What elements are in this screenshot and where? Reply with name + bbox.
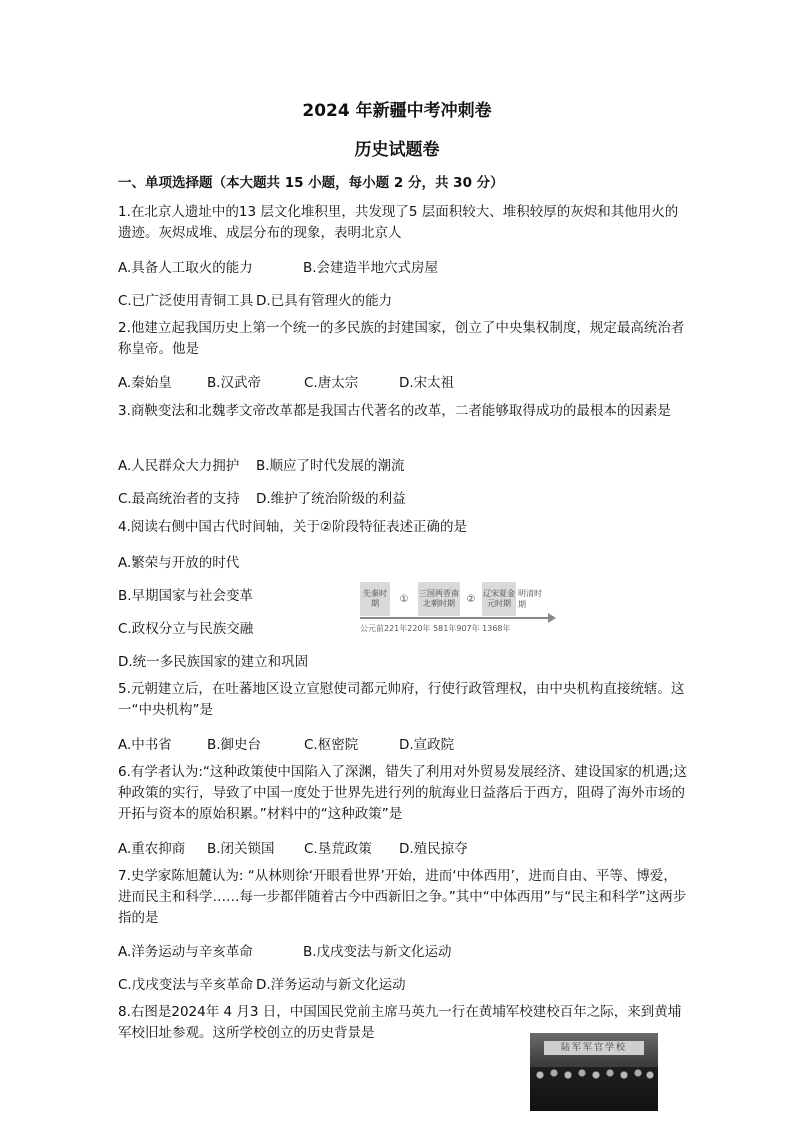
q4-option-d[interactable]: D.统一多民族国家的建立和巩固 xyxy=(118,654,309,670)
q5-option-d[interactable]: D.宣政院 xyxy=(399,737,455,753)
q4-option-c[interactable]: C.政权分立与民族交融 xyxy=(118,621,254,637)
q6-option-b[interactable]: B.闭关锁国 xyxy=(207,841,275,857)
q3-option-b[interactable]: B.顺应了时代发展的潮流 xyxy=(256,458,405,474)
question-5-stem: 5.元朝建立后，在吐蕃地区设立宣慰使司都元帅府，行使行政管理权，由中央机构直接统辖。这一“中央机构”是 xyxy=(118,681,685,718)
q6-option-c[interactable]: C.垦荒政策 xyxy=(304,841,372,857)
question-2-stem: 2.他建立起我国历史上第一个统一的多民族的封建国家，创立了中央集权制度，规定最高统治者称皇帝。他是 xyxy=(118,320,685,357)
question-3-stem: 3.商鞅变法和北魏孝文帝改革都是我国古代著名的改革，二者能够取得成功的最根本的因素是 xyxy=(118,403,671,419)
q2-option-b[interactable]: B.汉武帝 xyxy=(207,375,262,391)
q7-option-c[interactable]: C.戊戌变法与辛亥革命 xyxy=(118,977,254,993)
huangpu-academy-photo xyxy=(530,1033,658,1111)
q1-option-d[interactable]: D.已具有管理火的能力 xyxy=(256,293,393,309)
q3-option-a[interactable]: A.人民群众大力拥护 xyxy=(118,458,240,474)
photo-banner: 陆军军官学校 xyxy=(544,1041,644,1055)
timeline-period-ming-qing: 明清时期 xyxy=(518,589,542,609)
q6-option-d[interactable]: D.殖民掠夺 xyxy=(399,841,468,857)
q2-option-c[interactable]: C.唐太宗 xyxy=(304,375,359,391)
question-8-stem: 8.右图是2024年 4 月3 日，中国国民党前主席马英九一行在黄埔军校建校百年之际，来到黄埔军校旧址参观。这所学校创立的历史背景是 xyxy=(118,1004,682,1041)
q4-option-b[interactable]: B.早期国家与社会变革 xyxy=(118,588,254,604)
timeline-period-2: ② xyxy=(466,593,476,605)
q7-option-b[interactable]: B.戊戌变法与新文化运动 xyxy=(303,944,452,960)
timeline-years: 公元前221年220年 581年907年 1368年 xyxy=(360,624,511,633)
q1-option-a[interactable]: A.具备人工取火的能力 xyxy=(118,260,253,276)
q6-option-a[interactable]: A.重农抑商 xyxy=(118,841,186,857)
q1-option-b[interactable]: B.会建造半地穴式房屋 xyxy=(303,260,439,276)
timeline-axis xyxy=(360,617,550,619)
exam-subtitle: 历史试题卷 xyxy=(354,140,440,160)
q7-option-d[interactable]: D.洋务运动与新文化运动 xyxy=(256,977,406,993)
q5-option-c[interactable]: C.枢密院 xyxy=(304,737,359,753)
q3-option-c[interactable]: C.最高统治者的支持 xyxy=(118,491,240,507)
question-6-stem: 6.有学者认为:“这种政策使中国陷入了深渊，错失了利用对外贸易发展经济、建设国家的机遇;这 种政策的实行，导致了中国一度处于世界先进行列的航海业日益落后于西方，阻碍了海外市场的开拓与资本的原始积累。”材料中的“这种政策”是 xyxy=(118,764,687,822)
q7-option-a[interactable]: A.洋务运动与辛亥革命 xyxy=(118,944,253,960)
question-4-stem: 4.阅读右侧中国古代时间轴，关于②阶段特征表述正确的是 xyxy=(118,519,467,535)
q5-option-a[interactable]: A.中书省 xyxy=(118,737,172,753)
question-7-stem: 7.史学家陈旭麓认为: “从林则徐‘开眼看世界’开始，进而‘中体西用’，进而自由、平等、博爱，进而民主和科学……每一步都伴随着古今中西新旧之争。”其中“中体西用”与“民主和科学”这两步指的是 xyxy=(118,868,687,926)
question-1-stem: 1.在北京人遗址中的13 层文化堆积里，共发现了5 层面积较大、堆积较厚的灰烬和其他用火的遗迹。灰烬成堆、成层分布的现象，表明北京人 xyxy=(118,204,679,241)
q3-option-d[interactable]: D.维护了统治阶级的利益 xyxy=(256,491,406,507)
q2-option-a[interactable]: A.秦始皇 xyxy=(118,375,172,391)
q2-option-d[interactable]: D.宋太祖 xyxy=(399,375,455,391)
exam-title: 2024 年新疆中考冲刺卷 xyxy=(302,101,492,121)
q5-option-b[interactable]: B.御史台 xyxy=(207,737,262,753)
section-heading: 一、单项选择题（本大题共 15 小题，每小题 2 分，共 30 分） xyxy=(118,175,504,191)
photo-crowd xyxy=(530,1067,658,1111)
timeline-period-liao-song: 辽宋夏金元时期 xyxy=(482,582,516,616)
timeline-figure xyxy=(360,580,556,638)
timeline-period-pre-qin: 先秦时期 xyxy=(360,582,390,616)
q1-option-c[interactable]: C.已广泛使用青铜工具 xyxy=(118,293,254,309)
timeline-period-1: ① xyxy=(399,593,409,605)
timeline-period-wei-jin: 三国两晋南北朝时期 xyxy=(418,582,460,616)
q4-option-a[interactable]: A.繁荣与开放的时代 xyxy=(118,555,240,571)
timeline-arrow-icon xyxy=(548,613,556,623)
